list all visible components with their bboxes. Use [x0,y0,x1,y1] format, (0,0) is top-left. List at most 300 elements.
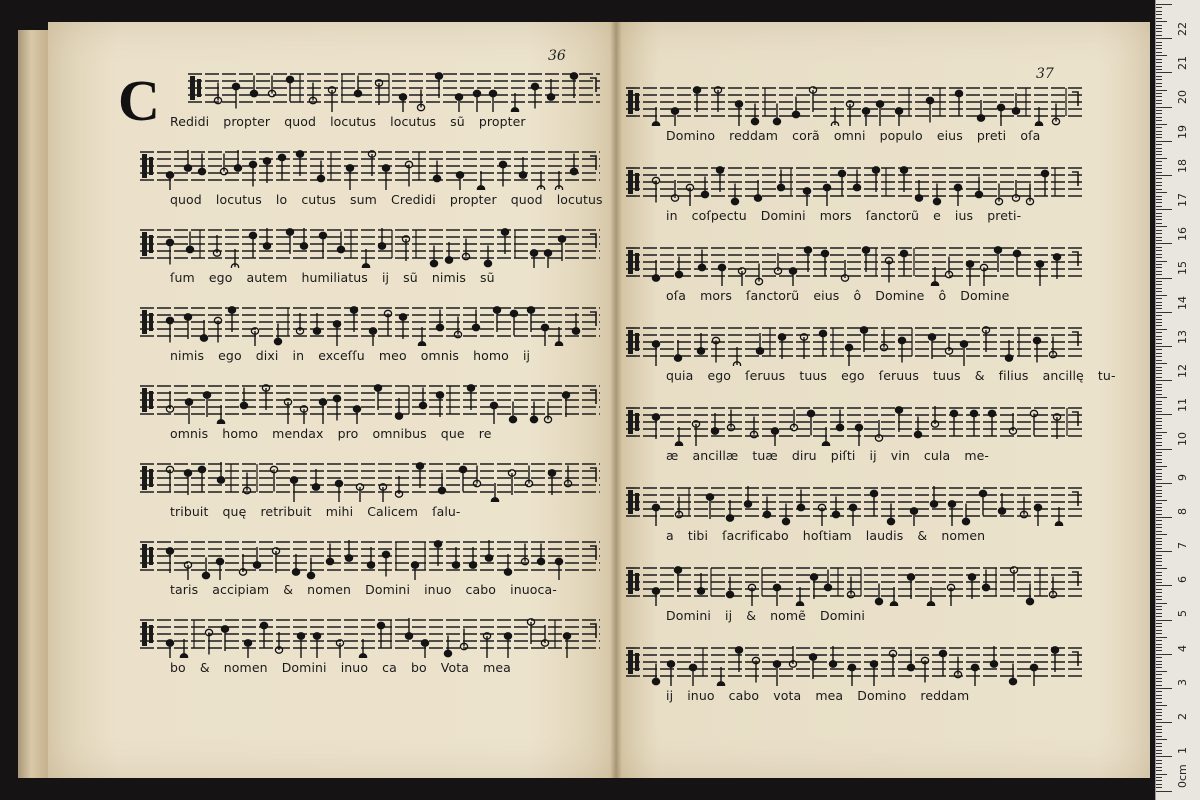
lyrics-line: ſum ego autem humiliatus ij sũ nimis sũ [170,270,495,285]
ruler-tick [1156,360,1162,361]
lyrics-line: nimis ego dixi in exceſſu meo omnis homo ij [170,348,531,363]
ruler-tick [1156,483,1172,484]
ruler-tick [1156,322,1162,323]
lyrics-line: tribuit quę retribuit mihi Calicem ſalu- [170,504,461,519]
ruler-tick [1156,760,1162,761]
ruler-tick [1156,38,1172,39]
ruler-label: 7 [1176,542,1189,549]
ruler-label: 6 [1176,576,1189,584]
ruler-tick [1156,517,1172,518]
music-staff [140,222,600,262]
ruler-tick [1156,175,1172,176]
ruler-label: 21 [1176,56,1189,71]
ruler-tick [1156,695,1162,696]
ruler-tick [1156,117,1162,118]
ruler-tick [1156,462,1162,463]
ruler-tick [1156,237,1162,238]
book-gutter [610,22,622,778]
ruler-tick [1156,48,1162,49]
ruler-tick [1156,42,1162,43]
music-staff [626,240,1082,280]
ruler-tick [1156,418,1162,419]
left-page [48,22,616,778]
ruler-tick [1156,414,1172,415]
ruler-tick [1156,31,1162,32]
ruler-tick [1156,524,1162,525]
ruler-tick [1156,551,1172,552]
ruler-tick [1156,349,1162,350]
ruler-tick [1156,698,1162,699]
ruler-tick [1156,411,1162,412]
ruler-tick [1156,18,1162,19]
ruler-tick [1156,613,1162,614]
ruler-tick [1156,370,1162,371]
ruler-tick [1156,455,1162,456]
ruler-tick [1156,592,1162,593]
ruler-tick [1156,144,1162,145]
ruler-tick [1156,271,1162,272]
ruler-tick [1156,647,1162,648]
lyrics-line: æ ancillæ tuæ diru piſti ij vin cula me- [666,448,990,463]
ruler-tick [1156,319,1162,320]
music-staff [140,378,600,418]
ruler-tick [1156,589,1162,590]
ruler-tick [1156,705,1167,706]
ruler-tick [1156,791,1172,792]
ruler-tick [1156,750,1162,751]
ruler-tick [1156,288,1162,289]
ruler-tick [1156,199,1162,200]
music-staff-graphic [626,80,1082,126]
ruler-label: 1 [1176,747,1189,755]
ruler-tick [1156,69,1162,70]
ruler-tick [1156,339,1162,340]
ruler-tick [1156,606,1162,607]
ruler-tick [1156,226,1167,227]
ruler-tick [1156,774,1167,775]
ruler-tick [1156,223,1162,224]
ruler-tick [1156,575,1162,576]
ruler-tick [1156,219,1162,220]
ruler-tick [1156,356,1162,357]
music-staff-graphic [626,560,1082,606]
lyrics-line: Domino reddam corã omni populo eius preti oſa [666,128,1041,143]
ruler-tick [1156,178,1162,179]
ruler-tick [1156,596,1162,597]
measurement-ruler [1155,0,1200,800]
ruler-tick [1156,343,1162,344]
ruler-tick [1156,55,1167,56]
ruler-tick [1156,722,1172,723]
ruler-label: 0cm [1176,764,1189,789]
ruler-tick [1156,496,1162,497]
ruler-tick [1156,404,1162,405]
ruler-tick [1156,284,1162,285]
music-staff-graphic [188,66,600,112]
ruler-tick [1156,685,1162,686]
ruler-tick [1156,667,1162,668]
ruler-tick [1156,90,1167,91]
ruler-tick [1156,154,1162,155]
ruler-tick [1156,325,1162,326]
ruler-tick [1156,25,1162,26]
ruler-tick [1156,633,1162,634]
ruler-label: 19 [1176,124,1189,139]
ruler-tick [1156,329,1167,330]
ruler-tick [1156,623,1162,624]
music-staff-graphic [140,300,600,346]
ruler-tick [1156,196,1162,197]
ruler-tick [1156,66,1162,67]
ruler-tick [1156,113,1162,114]
ruler-tick [1156,250,1162,251]
ruler-tick [1156,548,1162,549]
ruler-tick [1156,247,1162,248]
lyrics-line: omnis homo mendax pro omnibus que re [170,426,492,441]
music-staff-graphic [626,160,1082,206]
ruler-tick [1156,726,1162,727]
ruler-tick [1156,486,1162,487]
ruler-tick [1156,367,1162,368]
ruler-tick [1156,609,1162,610]
ruler-tick [1156,691,1162,692]
music-staff [140,456,600,496]
lyrics-line: oſa mors ſanctorũ eius ô Domine ô Domine [666,288,1010,303]
ruler-tick [1156,52,1162,53]
ruler-tick [1156,435,1162,436]
ruler-tick [1156,103,1162,104]
ruler-tick [1156,332,1162,333]
ruler-tick [1156,408,1162,409]
ruler-label: 9 [1176,473,1189,481]
ruler-tick [1156,476,1162,477]
ruler-tick [1156,449,1172,450]
ruler-tick [1156,107,1172,108]
ruler-tick [1156,35,1162,36]
ruler-tick [1156,182,1162,183]
music-staff [626,80,1082,120]
ruler-tick [1156,661,1162,662]
ruler-tick [1156,161,1162,162]
ruler-tick [1156,206,1162,207]
ruler-tick [1156,120,1162,121]
ruler-tick [1156,620,1172,621]
ruler-tick [1156,729,1162,730]
ruler-tick [1156,134,1162,135]
music-staff-graphic [140,612,600,658]
ruler-tick [1156,770,1162,771]
ruler-tick [1156,124,1167,125]
ruler-tick [1156,233,1162,234]
ruler-tick [1156,192,1167,193]
ruler-tick [1156,527,1162,528]
ruler-tick [1156,127,1162,128]
ruler-tick [1156,558,1162,559]
ruler-tick [1156,555,1162,556]
music-staff-graphic [140,456,600,502]
ruler-tick [1156,76,1162,77]
music-staff-graphic [140,534,600,580]
music-staff [140,612,600,652]
ruler-tick [1156,743,1162,744]
lyrics-line: Redidi propter quod locutus locutus sũ propter [170,114,526,129]
ruler-tick [1156,230,1162,231]
ruler-tick [1156,732,1162,733]
ruler-tick [1156,7,1162,8]
ruler-tick [1156,671,1167,672]
ruler-tick [1156,11,1162,12]
ruler-tick [1156,401,1162,402]
ruler-tick [1156,254,1162,255]
ruler-tick [1156,520,1162,521]
ruler-tick [1156,267,1162,268]
ruler-tick [1156,384,1162,385]
ruler-label: 13 [1176,329,1189,344]
ruler-tick [1156,390,1162,391]
ruler-tick [1156,298,1162,299]
music-staff [626,320,1082,360]
ruler-tick [1156,45,1162,46]
ruler-tick [1156,137,1162,138]
ruler-tick [1156,746,1162,747]
ruler-tick [1156,295,1167,296]
ruler-tick [1156,302,1162,303]
ruler-tick [1156,767,1162,768]
ruler-tick [1156,599,1162,600]
ruler-tick [1156,14,1162,15]
ruler-label: 22 [1176,22,1189,36]
ruler-tick [1156,784,1162,785]
ruler-tick [1156,500,1167,501]
music-staff [140,144,600,184]
ruler-tick [1156,59,1162,60]
music-staff-graphic [140,144,600,190]
ruler-label: 17 [1176,193,1189,207]
music-staff [626,480,1082,520]
ruler-label: 3 [1176,678,1189,686]
ruler-tick [1156,432,1167,433]
ruler-tick [1156,664,1162,665]
ruler-tick [1156,702,1162,703]
ruler-tick [1156,442,1162,443]
ruler-tick [1156,397,1167,398]
ruler-tick [1156,202,1162,203]
ruler-tick [1156,640,1162,641]
music-staff-graphic [626,480,1082,526]
music-staff-graphic [140,222,600,268]
ruler-tick [1156,100,1162,101]
ruler-tick [1156,510,1162,511]
ruler-tick [1156,650,1162,651]
ruler-tick [1156,257,1162,258]
ruler-tick [1156,308,1162,309]
music-staff [140,300,600,340]
ruler-tick [1156,531,1162,532]
ruler-label: 18 [1176,158,1189,173]
ruler-tick [1156,216,1162,217]
ruler-tick [1156,780,1162,781]
ruler-tick [1156,626,1162,627]
page-number-left: 36 [548,48,566,64]
ruler-tick [1156,394,1162,395]
ruler-tick [1156,582,1162,583]
ruler-tick [1156,603,1167,604]
ruler-tick [1156,96,1162,97]
ruler-label: 11 [1176,398,1189,413]
ruler-tick [1156,787,1162,788]
ruler-tick [1156,637,1167,638]
ruler-tick [1156,739,1167,740]
ruler-tick [1156,213,1162,214]
lyrics-line: quod locutus lo cutus sum Credidi propter quod locutus [170,192,603,207]
ruler-tick [1156,534,1167,535]
ruler-tick [1156,28,1162,29]
ruler-tick [1156,291,1162,292]
ruler-tick [1156,428,1162,429]
ruler-tick [1156,62,1162,63]
ruler-tick [1156,712,1162,713]
ruler-tick [1156,151,1162,152]
ruler-tick [1156,736,1162,737]
ruler-tick [1156,709,1162,710]
ruler-tick [1156,158,1167,159]
ruler-tick [1156,541,1162,542]
ruler-tick [1156,380,1172,381]
ruler-tick [1156,189,1162,190]
ruler-tick [1156,466,1167,467]
ruler-tick [1156,585,1172,586]
ruler-tick [1156,438,1162,439]
ruler-tick [1156,209,1172,210]
ruler-tick [1156,278,1172,279]
ruler-tick [1156,315,1162,316]
ruler-tick [1156,756,1172,757]
ruler-tick [1156,654,1172,655]
ruler-tick [1156,4,1172,5]
ruler-tick [1156,305,1162,306]
ruler-tick [1156,93,1162,94]
ruler-label: 20 [1176,90,1189,105]
music-staff [188,66,600,106]
ruler-tick [1156,630,1162,631]
ruler-tick [1156,507,1162,508]
ruler-tick [1156,473,1162,474]
ruler-tick [1156,445,1162,446]
ruler-label: 2 [1176,713,1189,720]
ruler-tick [1156,346,1172,347]
ruler-tick [1156,688,1172,689]
ruler-tick [1156,681,1162,682]
music-staff-graphic [140,378,600,424]
lyrics-line: in coſpectu Domini mors ſanctorũ e ius preti- [666,208,1022,223]
ruler-tick [1156,312,1172,313]
music-staff [626,640,1082,680]
ruler-tick [1156,141,1172,142]
ruler-tick [1156,678,1162,679]
ruler-tick [1156,565,1162,566]
ruler-tick [1156,243,1172,244]
ruler-tick [1156,579,1162,580]
lyrics-line: bo & nomen Domini inuo ca bo Vota mea [170,660,511,675]
ruler-tick [1156,353,1162,354]
lyrics-line: ij inuo cabo vota mea Domino reddam [666,688,970,703]
ruler-tick [1156,490,1162,491]
ruler-tick [1156,363,1167,364]
ruler-tick [1156,172,1162,173]
ruler-tick [1156,493,1162,494]
ruler-tick [1156,763,1162,764]
ruler-label: 16 [1176,227,1189,242]
ruler-tick [1156,21,1167,22]
ruler-label: 10 [1176,432,1189,447]
ruler-tick [1156,715,1162,716]
ruler-label: 5 [1176,610,1189,618]
ruler-tick [1156,568,1167,569]
ruler-tick [1156,148,1162,149]
ruler-tick [1156,459,1162,460]
ruler-tick [1156,240,1162,241]
music-staff [626,560,1082,600]
lyrics-line: Domini ij & nomẽ Domini [666,608,865,623]
ruler-tick [1156,479,1162,480]
ruler-tick [1156,274,1162,275]
ruler-tick [1156,561,1162,562]
music-staff-graphic [626,640,1082,686]
music-staff-graphic [626,240,1082,286]
music-staff-graphic [626,400,1082,446]
ruler-tick [1156,83,1162,84]
ruler-tick [1156,644,1162,645]
ruler-tick [1156,674,1162,675]
ruler-tick [1156,185,1162,186]
music-staff-graphic [626,320,1082,366]
ruler-label: 14 [1176,295,1189,310]
ruler-tick [1156,616,1162,617]
ruler-tick [1156,373,1162,374]
ruler-label: 12 [1176,364,1189,378]
ruler-tick [1156,131,1162,132]
ruler-tick [1156,719,1162,720]
music-staff [626,400,1082,440]
lyrics-line: taris accipiam & nomen Domini inuo cabo inuoca- [170,582,557,597]
ruler-label: 4 [1176,644,1189,652]
ruler-tick [1156,79,1162,80]
ruler-tick [1156,657,1162,658]
ruler-tick [1156,377,1162,378]
ruler-label: 8 [1176,507,1189,515]
music-staff [626,160,1082,200]
ruler-tick [1156,281,1162,282]
ruler-tick [1156,421,1162,422]
right-page [616,22,1150,778]
ruler-tick [1156,503,1162,504]
decorated-initial: C [118,68,160,133]
ruler-tick [1156,777,1162,778]
ruler-tick [1156,425,1162,426]
ruler-tick [1156,264,1162,265]
ruler-tick [1156,261,1167,262]
ruler-tick [1156,165,1162,166]
ruler-tick [1156,572,1162,573]
ruler-tick [1156,544,1162,545]
ruler-tick [1156,72,1172,73]
ruler-tick [1156,336,1162,337]
open-book [18,22,1150,778]
lyrics-line: a tibi ſacrificabo hoſtiam laudis & nomen [666,528,986,543]
ruler-tick [1156,753,1162,754]
ruler-tick [1156,168,1162,169]
ruler-label: 15 [1176,261,1189,276]
